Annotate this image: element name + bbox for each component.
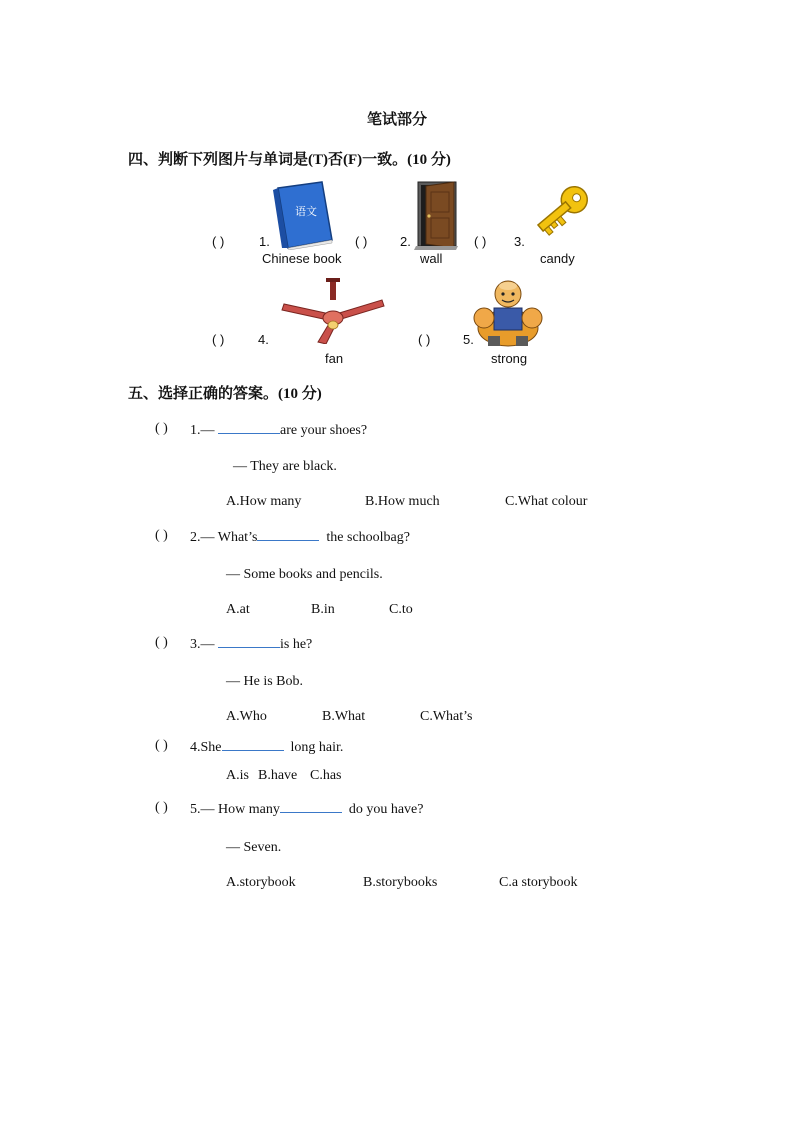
question-1-answer: — They are black. bbox=[233, 459, 337, 474]
question-2-answer: — Some books and pencils. bbox=[226, 567, 383, 582]
question-1-option-c: C.What colour bbox=[505, 494, 588, 509]
question-2-option-c: C.to bbox=[389, 602, 413, 617]
question-4 bbox=[190, 738, 343, 756]
question-5-option-b: B.storybooks bbox=[363, 875, 438, 890]
question-5-answer: — Seven. bbox=[226, 840, 282, 855]
answer-paren-1: ( ) bbox=[212, 234, 225, 249]
answer-paren-5: ( ) bbox=[418, 332, 431, 347]
item-word-4: fan bbox=[325, 351, 344, 366]
question-3-answer: — He is Bob. bbox=[226, 674, 303, 689]
question-1-prefix: 1.— bbox=[190, 423, 215, 438]
question-1-option-b: B.How much bbox=[365, 494, 440, 509]
item-number-3: 3. bbox=[514, 234, 525, 249]
answer-blank-1[interactable] bbox=[218, 421, 280, 434]
question-1-suffix: are your shoes? bbox=[280, 423, 368, 438]
question-2-paren: ( ) bbox=[155, 528, 168, 543]
question-5-paren: ( ) bbox=[155, 800, 168, 815]
question-5-option-c: C.a storybook bbox=[499, 875, 578, 890]
key-icon bbox=[528, 176, 596, 244]
question-5-option-a: A.storybook bbox=[226, 875, 296, 890]
item-number-1: 1. bbox=[259, 234, 270, 249]
question-4-option-a: A.is bbox=[226, 768, 249, 783]
question-3-option-a: A.Who bbox=[226, 709, 267, 724]
answer-paren-4: ( ) bbox=[212, 332, 225, 347]
question-1 bbox=[190, 421, 367, 439]
section5-heading: 五、选择正确的答案。(10 分) bbox=[128, 386, 322, 402]
question-2-option-b: B.in bbox=[311, 602, 335, 617]
question-2 bbox=[190, 528, 410, 546]
question-3-prefix: 3.— bbox=[190, 637, 215, 652]
question-3 bbox=[190, 635, 312, 653]
question-4-option-c: C.has bbox=[310, 768, 342, 783]
item-number-4: 4. bbox=[258, 332, 269, 347]
item-word-3: candy bbox=[540, 251, 575, 266]
book-cover-text: 语文 bbox=[295, 205, 317, 218]
question-4-prefix: 4.She bbox=[190, 740, 222, 755]
question-4-paren: ( ) bbox=[155, 738, 168, 753]
ceiling-fan-icon bbox=[280, 278, 386, 344]
question-3-option-b: B.What bbox=[322, 709, 366, 724]
page-title: 笔试部分 bbox=[366, 112, 427, 128]
book-icon bbox=[270, 180, 336, 250]
question-2-option-a: A.at bbox=[226, 602, 250, 617]
question-2-prefix: 2.— What’s bbox=[190, 530, 258, 545]
question-3-suffix: is he? bbox=[280, 637, 313, 652]
answer-paren-2: ( ) bbox=[355, 234, 368, 249]
item-number-2: 2. bbox=[400, 234, 411, 249]
answer-blank-2[interactable] bbox=[257, 528, 319, 541]
answer-blank-5[interactable] bbox=[280, 800, 342, 813]
answer-blank-4[interactable] bbox=[222, 738, 284, 751]
strong-man-icon bbox=[472, 278, 544, 348]
answer-blank-3[interactable] bbox=[218, 635, 280, 648]
door-icon bbox=[412, 180, 460, 250]
question-5-prefix: 5.— How many bbox=[190, 802, 280, 817]
question-5 bbox=[190, 800, 423, 818]
question-3-option-c: C.What’s bbox=[420, 709, 473, 724]
item-word-5: strong bbox=[491, 351, 528, 366]
answer-paren-3: ( ) bbox=[474, 234, 487, 249]
question-4-suffix: long hair. bbox=[290, 740, 344, 755]
item-word-1: Chinese book bbox=[262, 251, 342, 266]
item-word-2: wall bbox=[420, 251, 443, 266]
question-3-paren: ( ) bbox=[155, 635, 168, 650]
section4-heading: 四、判断下列图片与单词是(T)否(F)一致。(10 分) bbox=[128, 152, 451, 168]
question-2-suffix: the schoolbag? bbox=[326, 530, 410, 545]
question-1-option-a: A.How many bbox=[226, 494, 302, 509]
question-1-paren: ( ) bbox=[155, 421, 168, 436]
question-4-option-b: B.have bbox=[258, 768, 298, 783]
question-5-suffix: do you have? bbox=[348, 802, 424, 817]
item-number-5: 5. bbox=[463, 332, 474, 347]
